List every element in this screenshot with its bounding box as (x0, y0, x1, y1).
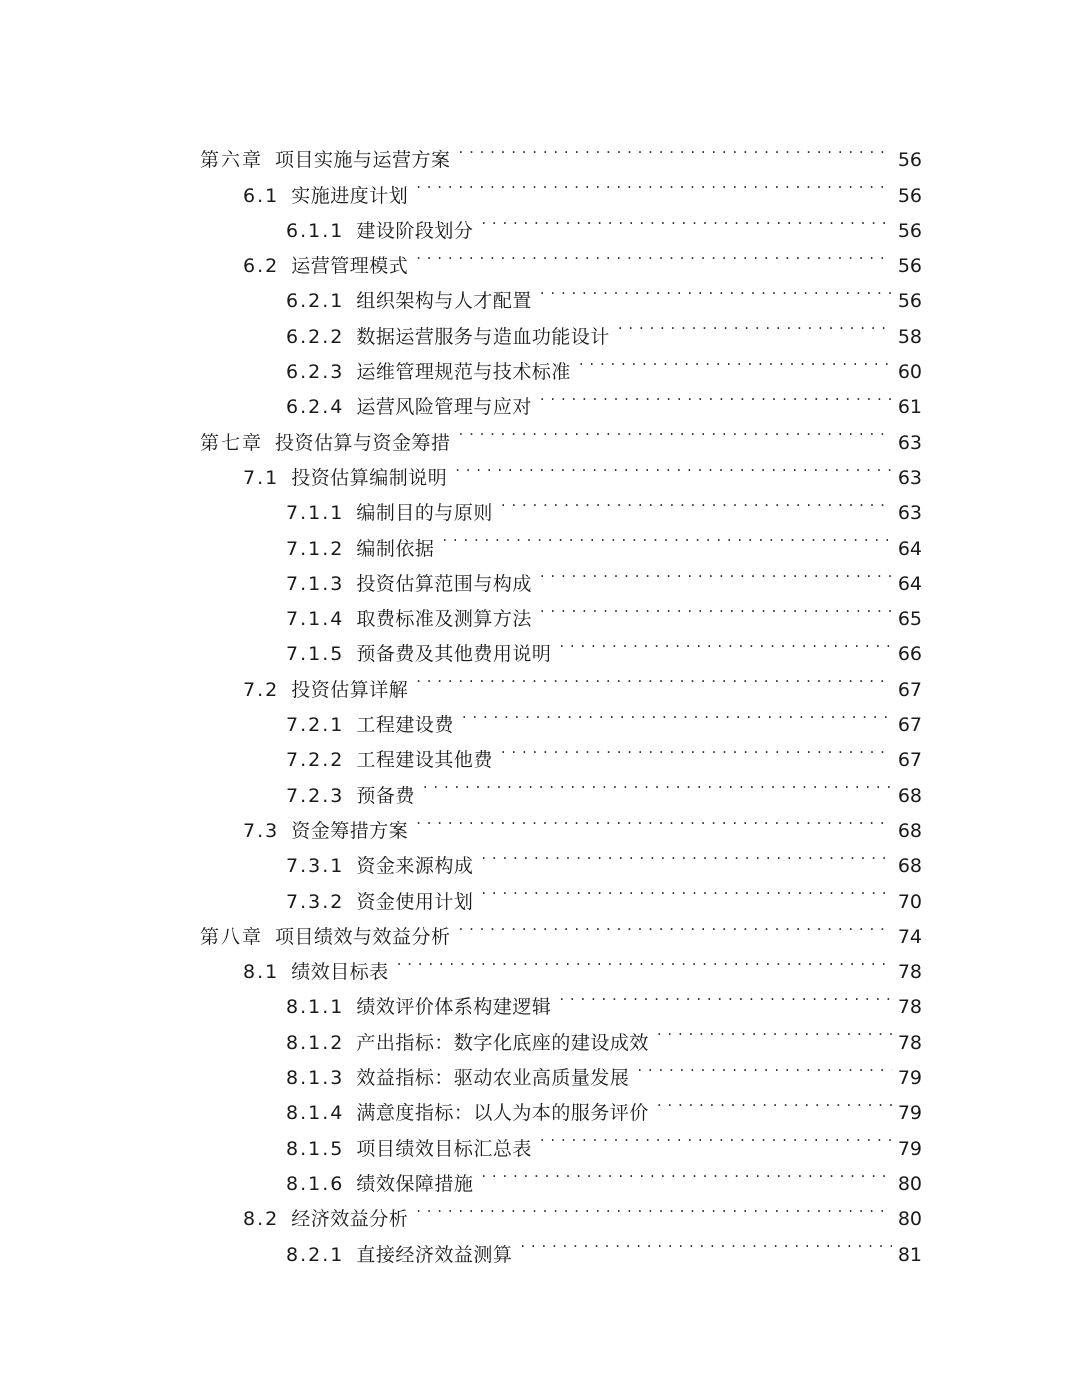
toc-entry-page-number: 68 (897, 819, 922, 842)
toc-entry-title: 资金筹措方案 (291, 819, 409, 842)
toc-entry-number: 7.3.1 (286, 855, 345, 878)
toc-dot-leader (459, 413, 892, 448)
toc-dot-leader (540, 378, 892, 413)
toc-dot-leader (416, 166, 892, 201)
toc-entry-title: 资金使用计划 (356, 890, 474, 913)
toc-entry-page-number: 68 (897, 855, 922, 878)
toc-entry-title: 投资估算与资金筹措 (275, 431, 451, 454)
toc-entry-title: 运营风险管理与应对 (356, 396, 532, 419)
toc-entry-title: 预备费及其他费用说明 (356, 643, 552, 666)
toc-entry-page-number: 64 (897, 537, 922, 560)
toc-dot-leader (397, 943, 892, 978)
toc-entry-number: 第六章 (200, 149, 264, 172)
toc-entry-title: 运维管理规范与技术标准 (356, 361, 571, 384)
toc-entry-number: 8.1.4 (286, 1102, 345, 1125)
toc-entry-number: 第七章 (200, 431, 264, 454)
toc-entry-title: 项目绩效目标汇总表 (356, 1137, 532, 1160)
toc-entry-page-number: 79 (897, 1067, 922, 1090)
toc-dot-leader (455, 449, 892, 484)
toc-entry-number: 6.2.2 (286, 325, 345, 348)
toc-dot-leader (459, 908, 892, 943)
toc-entry-page-number: 67 (897, 749, 922, 772)
toc-entry-page-number: 80 (897, 1172, 922, 1195)
toc-entry-page-number: 67 (897, 714, 922, 737)
toc-entry-page-number: 61 (897, 396, 922, 419)
toc-entry-number: 8.1.5 (286, 1137, 345, 1160)
toc-entry-title: 产出指标：数字化底座的建设成效 (356, 1031, 649, 1054)
toc-dot-leader (501, 484, 892, 519)
toc-dot-leader (416, 660, 892, 695)
toc-entry-number: 7.1.3 (286, 572, 345, 595)
toc-dot-leader (416, 237, 892, 272)
toc-entry-number: 7.3.2 (286, 890, 345, 913)
toc-entry-page-number: 74 (897, 925, 922, 948)
toc-entry-page-number: 56 (897, 184, 922, 207)
toc-entry-title: 数据运营服务与造血功能设计 (356, 325, 610, 348)
toc-dot-leader (481, 1155, 891, 1190)
toc-entry-page-number: 60 (897, 361, 922, 384)
toc-entry-level-1[interactable] (200, 131, 922, 172)
toc-dot-leader (442, 519, 891, 554)
table-of-contents (200, 131, 922, 1266)
toc-entry-number: 6.2 (243, 255, 280, 278)
toc-entry-title: 实施进度计划 (291, 184, 409, 207)
toc-entry-page-number: 80 (897, 1208, 922, 1231)
toc-dot-leader (579, 343, 892, 378)
toc-entry-page-number: 79 (897, 1102, 922, 1125)
toc-entry-number: 7.3 (243, 819, 280, 842)
toc-entry-number: 8.1.1 (286, 996, 345, 1019)
toc-entry-page-number: 79 (897, 1137, 922, 1160)
toc-entry-title: 组织架构与人才配置 (356, 290, 532, 313)
toc-entry-number: 6.2.4 (286, 396, 345, 419)
toc-entry-page-number: 63 (897, 466, 922, 489)
toc-entry-title: 运营管理模式 (291, 255, 409, 278)
toc-dot-leader (459, 131, 892, 166)
toc-dot-leader (657, 1084, 892, 1119)
toc-entry-title: 绩效保障措施 (356, 1172, 474, 1195)
toc-entry-page-number: 78 (897, 961, 922, 984)
toc-entry-number: 6.1 (243, 184, 280, 207)
toc-entry-number: 8.1.2 (286, 1031, 345, 1054)
toc-entry-title: 预备费 (356, 784, 415, 807)
toc-entry-page-number: 81 (897, 1243, 922, 1266)
toc-dot-leader (520, 1225, 891, 1260)
toc-entry-title: 编制目的与原则 (356, 502, 493, 525)
toc-entry-number: 第八章 (200, 925, 264, 948)
toc-entry-number: 6.1.1 (286, 219, 345, 242)
toc-entry-title: 绩效评价体系构建逻辑 (356, 996, 552, 1019)
toc-entry-number: 7.2.1 (286, 714, 345, 737)
toc-entry-page-number: 64 (897, 572, 922, 595)
toc-entry-page-number: 56 (897, 290, 922, 313)
toc-entry-number: 7.2 (243, 678, 280, 701)
toc-entry-title: 工程建设费 (356, 714, 454, 737)
toc-dot-leader (416, 1190, 892, 1225)
toc-entry-title: 效益指标：驱动农业高质量发展 (356, 1067, 630, 1090)
toc-entry-page-number: 63 (897, 502, 922, 525)
toc-entry-page-number: 67 (897, 678, 922, 701)
toc-dot-leader (618, 307, 892, 342)
toc-entry-number: 7.1.1 (286, 502, 345, 525)
toc-entry-number: 8.1 (243, 961, 280, 984)
toc-dot-leader (540, 272, 892, 307)
toc-entry-number: 7.1 (243, 466, 280, 489)
toc-entry-title: 工程建设其他费 (356, 749, 493, 772)
toc-entry-title: 投资估算范围与构成 (356, 572, 532, 595)
toc-entry-number: 6.2.1 (286, 290, 345, 313)
toc-entry-page-number: 66 (897, 643, 922, 666)
toc-dot-leader (540, 590, 892, 625)
toc-dot-leader (416, 802, 892, 837)
toc-entry-page-number: 78 (897, 996, 922, 1019)
toc-entry-number: 7.2.2 (286, 749, 345, 772)
toc-dot-leader (481, 202, 891, 237)
toc-entry-number: 6.2.3 (286, 361, 345, 384)
toc-entry-page-number: 78 (897, 1031, 922, 1054)
toc-entry-number: 8.2.1 (286, 1243, 345, 1266)
toc-entry-number: 8.2 (243, 1208, 280, 1231)
toc-entry-title: 投资估算详解 (291, 678, 409, 701)
toc-entry-title: 编制依据 (356, 537, 435, 560)
toc-dot-leader (559, 625, 891, 660)
toc-entry-page-number: 63 (897, 431, 922, 454)
toc-dot-leader (462, 696, 892, 731)
toc-entry-number: 7.1.2 (286, 537, 345, 560)
toc-entry-title: 建设阶段划分 (356, 219, 474, 242)
toc-entry-number: 7.2.3 (286, 784, 345, 807)
toc-dot-leader (481, 872, 891, 907)
toc-entry-title: 取费标准及测算方法 (356, 608, 532, 631)
toc-entry-title: 经济效益分析 (291, 1208, 409, 1231)
toc-entry-number: 7.1.4 (286, 608, 345, 631)
toc-dot-leader (423, 766, 892, 801)
toc-entry-page-number: 68 (897, 784, 922, 807)
toc-entry-page-number: 70 (897, 890, 922, 913)
toc-entry-number: 7.1.5 (286, 643, 345, 666)
toc-entry-title: 绩效目标表 (291, 961, 389, 984)
toc-dot-leader (540, 1119, 892, 1154)
toc-entry-number: 8.1.6 (286, 1172, 345, 1195)
toc-entry-page-number: 65 (897, 608, 922, 631)
toc-entry-number: 8.1.3 (286, 1067, 345, 1090)
toc-entry-title: 项目实施与运营方案 (275, 149, 451, 172)
toc-entry-title: 直接经济效益测算 (356, 1243, 513, 1266)
toc-entry-title: 资金来源构成 (356, 855, 474, 878)
toc-entry-page-number: 56 (897, 255, 922, 278)
toc-dot-leader (481, 837, 891, 872)
toc-entry-title: 项目绩效与效益分析 (275, 925, 451, 948)
toc-entry-page-number: 56 (897, 149, 922, 172)
toc-dot-leader (540, 555, 892, 590)
toc-entry-page-number: 58 (897, 325, 922, 348)
toc-dot-leader (657, 1013, 892, 1048)
toc-dot-leader (501, 731, 892, 766)
toc-entry-title: 投资估算编制说明 (291, 466, 448, 489)
toc-dot-leader (637, 1049, 891, 1084)
toc-dot-leader (559, 978, 891, 1013)
toc-entry-page-number: 56 (897, 219, 922, 242)
toc-entry-title: 满意度指标：以人为本的服务评价 (356, 1102, 649, 1125)
